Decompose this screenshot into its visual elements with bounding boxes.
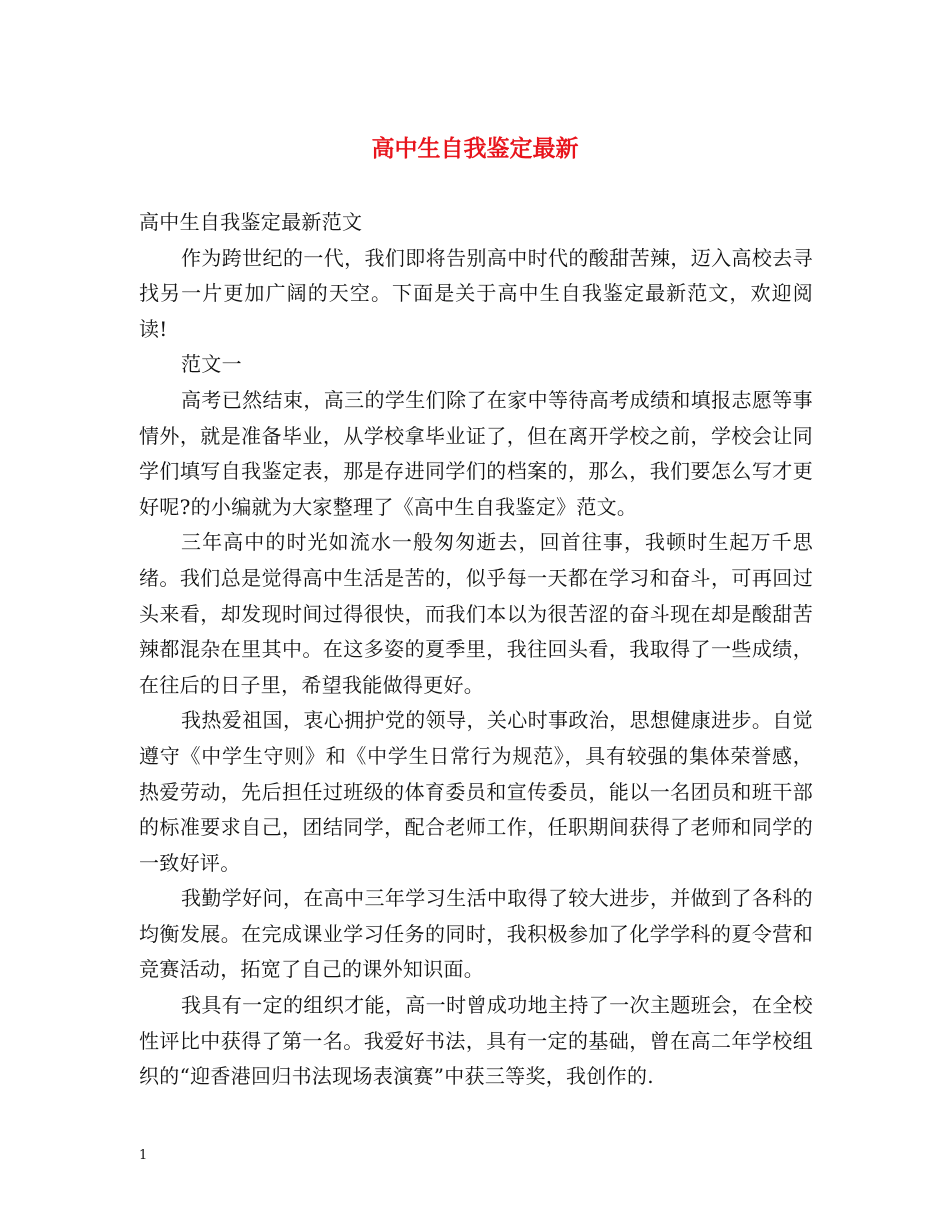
body-paragraph: 我勤学好问，在高中三年学习生活中取得了较大进步，并做到了各科的均衡发展。在完成课业学习任务的同时，我积极参加了化学学科的夏令营和竞赛活动，拓宽了自己的课外知识面。: [139, 886, 813, 982]
intro-paragraph: 作为跨世纪的一代，我们即将告别高中时代的酸甜苦辣，迈入高校去寻找另一片更加广阔的天空。下面是关于高中生自我鉴定最新范文，欢迎阅读!: [139, 245, 813, 341]
body-paragraph: 高考已然结束，高三的学生们除了在家中等待高考成绩和填报志愿等事情外，就是准备毕业，从学校拿毕业证了，但在离开学校之前，学校会让同学们填写自我鉴定表，那是存进同学们的档案的，那么，我们要怎么写才更好呢?的小编就为大家整理了《高中生自我鉴定》范文。: [139, 387, 813, 519]
document-title: 高中生自我鉴定最新: [371, 135, 579, 162]
body-paragraph: 我具有一定的组织才能，高一时曾成功地主持了一次主题班会，在全校性评比中获得了第一名。我爱好书法，具有一定的基础，曾在高二年学校组织的“迎香港回归书法现场表演赛”中获三等奖，我创作的.: [139, 993, 813, 1089]
body-paragraph: 我热爱祖国，衷心拥护党的领导，关心时事政治，思想健康进步。自觉遵守《中学生守则》和《中学生日常行为规范》，具有较强的集体荣誉感，热爱劳动，先后担任过班级的体育委员和宣传委员，能以一名团员和班干部的标准要求自己，团结同学，配合老师工作，任职期间获得了老师和同学的一致好评。: [139, 708, 813, 875]
section-heading: 范文一: [181, 352, 242, 377]
subtitle-paragraph: 高中生自我鉴定最新范文: [139, 210, 363, 234]
page-number: 1: [139, 1148, 148, 1163]
body-paragraph: 三年高中的时光如流水一般匆匆逝去，回首往事，我顿时生起万千思绪。我们总是觉得高中生活是苦的，似乎每一天都在学习和奋斗，可再回过头来看，却发现时间过得很快，而我们本以为很苦涩的奋斗现在却是酸甜苦辣都混杂在里其中。在这多姿的夏季里，我往回头看，我取得了一些成绩，在往后的日子里，希望我能做得更好。: [139, 530, 813, 697]
document-body: [139, 205, 813, 1095]
